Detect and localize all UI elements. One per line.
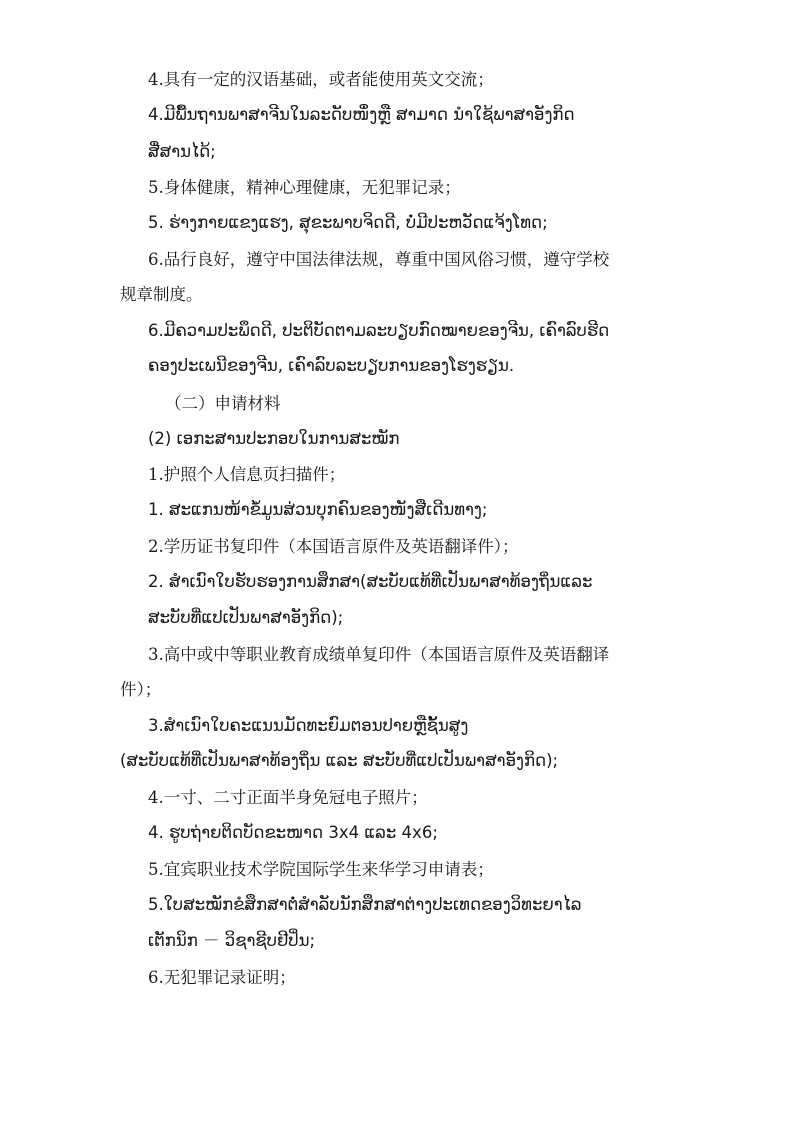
material-5-lo: 5.ໃບສະໝັກຂໍສຶກສາຕໍ່ສຳລັບນັກສຶກສາຕ່າງປະເທດຂອງວິທະຍາໄລ	[148, 895, 582, 914]
material-4-zh: 4.一寸、二寸正面半身免冠电子照片；	[148, 788, 428, 807]
material-6-zh: 6.无犯罪记录证明；	[148, 968, 296, 987]
material-5-lo-cont: ເຕັກນິກ － ວິຊາຊີບຢີປິ່ນ;	[148, 931, 316, 950]
material-3-lo: 3.ສຳເນົາໃບຄະແນນມັດທະຍົມຕອນປາຍຫຼືຊັ້ນສູງ	[148, 716, 469, 735]
section-heading-zh: （二）申请材料	[165, 394, 281, 413]
material-1-zh: 1.护照个人信息页扫描件；	[148, 465, 346, 484]
requirement-4-lo-cont: ສື່ສານໄດ້;	[148, 142, 216, 161]
requirement-5-lo: 5. ຮ່າງກາຍແຂງແຮງ, ສຸຂະພາບຈິດດີ, ບໍ່ມີປະຫວັດແຈ້ງໂທດ;	[148, 213, 548, 232]
material-3-zh-cont: 件）；	[120, 680, 162, 699]
material-5-zh: 5.宜宾职业技术学院国际学生来华学习申请表；	[148, 860, 494, 879]
requirement-6-zh-cont: 规章制度。	[120, 285, 203, 304]
requirement-6-lo-cont: ຄອງປະເພນີຂອງຈີນ, ເຄົາລົບລະບຽບການຂອງໂຮງຮຽນ.	[148, 356, 515, 375]
requirement-5-zh: 5.身体健康，精神心理健康，无犯罪记录；	[148, 178, 461, 197]
material-4-lo: 4. ຮູບຖ່າຍຕິດບັດຂະໜາດ 3x4 ແລະ 4x6;	[148, 823, 438, 842]
requirement-6-lo: 6.ມີຄວາມປະພຶດດີ, ປະຕິບັດຕາມລະບຽບກົດໝາຍຂອງຈີນ, ເຄົາລົບຮີດ	[148, 321, 610, 340]
requirement-4-zh: 4.具有一定的汉语基础，或者能使用英文交流；	[148, 70, 494, 89]
material-2-lo: 2. ສຳເນົາໃບຮັບຮອງການສຶກສາ(ສະບັບແທ້ທີ່ເປັນພາສາທ້ອງຖິ່ນແລະ	[148, 572, 593, 591]
material-2-lo-cont: ສະບັບທີ່ແປເປັນພາສາອັງກິດ);	[148, 608, 344, 627]
material-3-lo-cont: (ສະບັບແທ້ທີ່ເປັນພາສາທ້ອງຖິ່ນ ແລະ ສະບັບທີ່ແປເປັນພາສາອັງກິດ);	[120, 751, 559, 770]
section-heading-lo: (2) ເອກະສານປະກອບໃນການສະໝັກ	[148, 429, 400, 448]
material-2-zh: 2.学历证书复印件（本国语言原件及英语翻译件）；	[148, 537, 519, 556]
requirement-4-lo: 4.ມີພື້ນຖານພາສາຈີນໃນລະດັບໜຶ່ງຫຼື ສາມາດ ນຳໃຊ້ພາສາອັງກິດ	[148, 105, 575, 124]
material-3-zh: 3.高中或中等职业教育成绩单复印件（本国语言原件及英语翻译	[148, 645, 610, 664]
material-1-lo: 1. ສະແກນໜ້າຂໍ້ມູນສ່ວນບຸກຄົນຂອງໜັງສືເດີນທາງ;	[148, 500, 488, 519]
requirement-6-zh: 6.品行良好，遵守中国法律法规，尊重中国风俗习惯，遵守学校	[148, 250, 610, 269]
